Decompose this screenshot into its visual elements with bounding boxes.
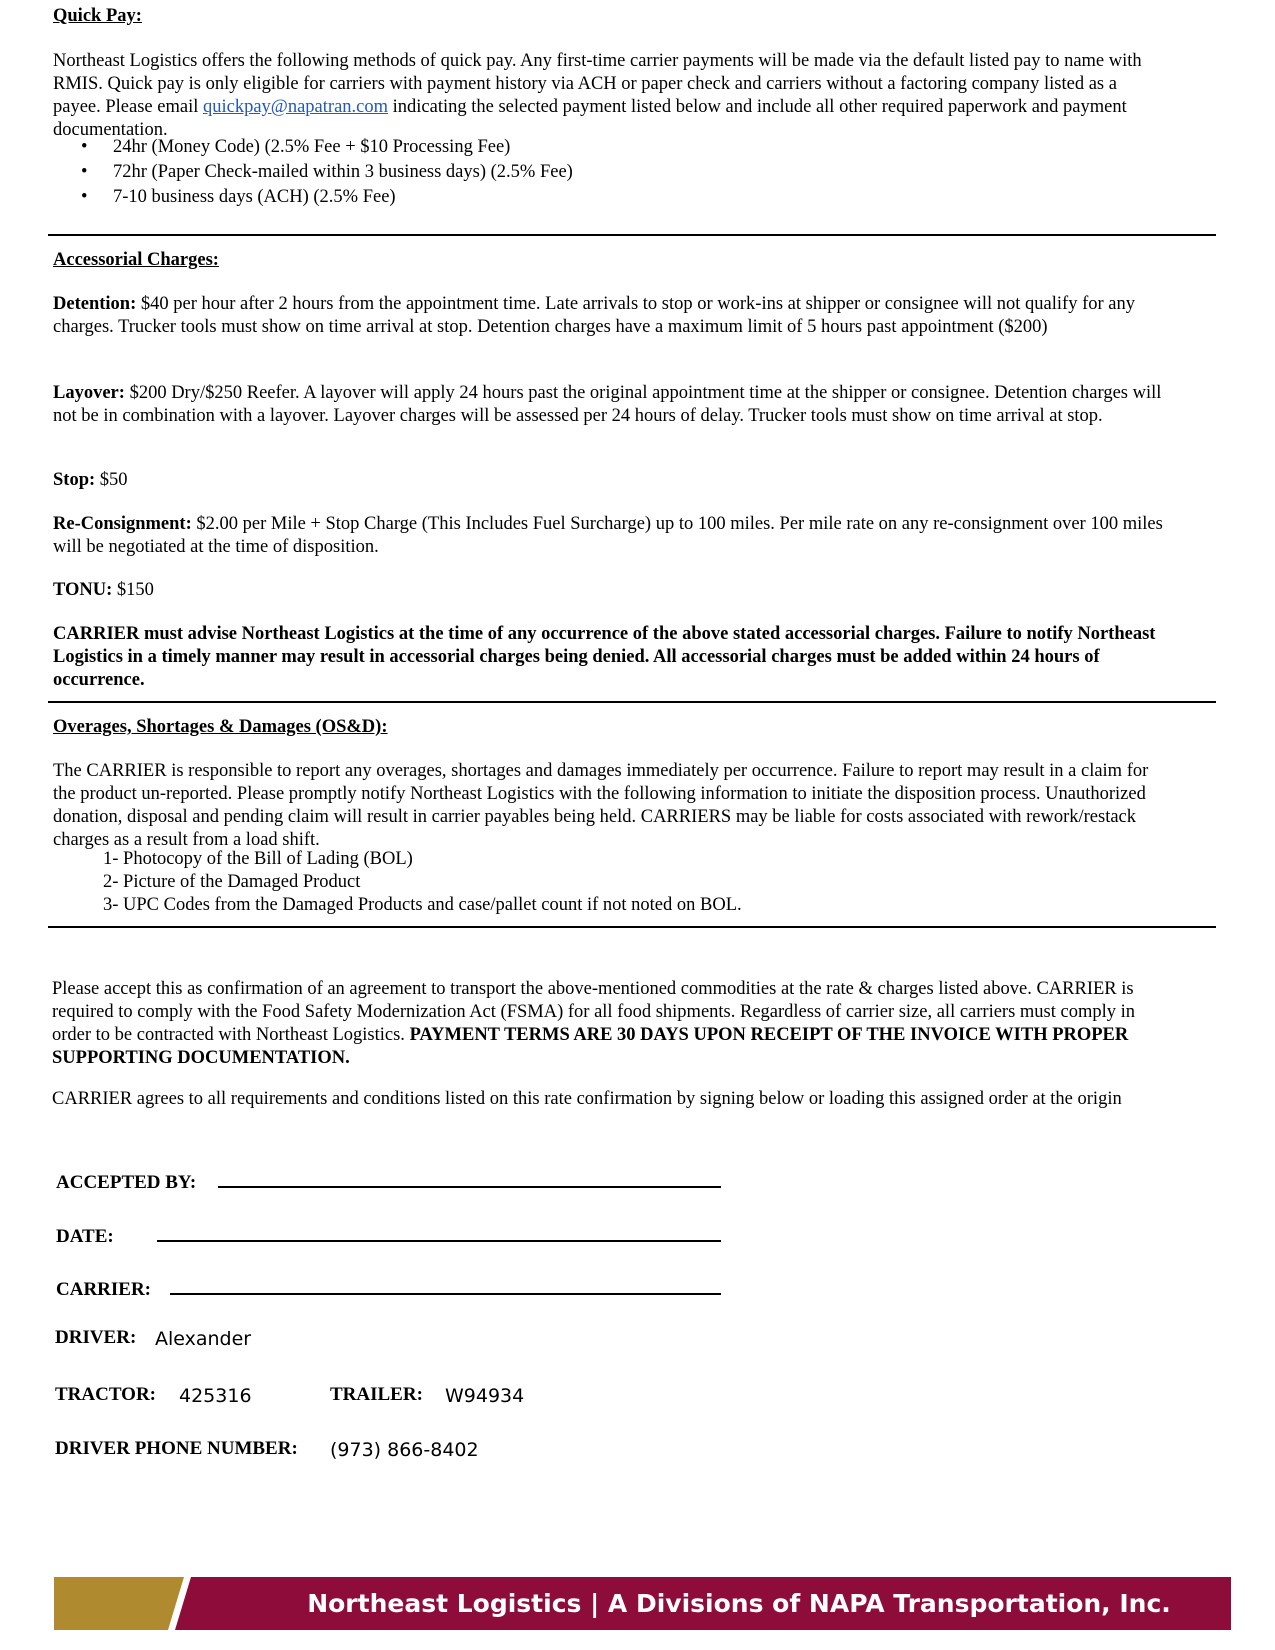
tonu-text: $150	[112, 580, 154, 600]
tractor-label: TRACTOR:	[55, 1384, 156, 1405]
carrier-signature-line[interactable]	[170, 1293, 721, 1295]
carrier-notice: CARRIER must advise Northeast Logistics at the time of any occurrence of the above stated accessorial charges. Failure to notify Northeast Logistics in a timely manner may result in accessorial charges being denied. All accessorial charges must be added within 24 hours of occurrence.	[53, 624, 1156, 690]
quick-pay-title: Quick Pay:	[53, 6, 142, 26]
quick-pay-intro-text-2: indicating the selected payment listed below and include all other required paperwork and payment documentation.	[53, 97, 1127, 140]
layover-text: $200 Dry/$250 Reefer. A layover will apply 24 hours past the original appointment time at the shipper or consignee. Detention charges will not be in combination with a layover. Layover charges will be assessed per 24 hours of delay. Trucker tools must show on time arrival at stop.	[53, 383, 1162, 426]
trailer-label: TRAILER:	[330, 1384, 423, 1405]
footer-banner	[54, 1577, 1231, 1630]
carrier-agrees-paragraph: CARRIER agrees to all requirements and conditions listed on this rate confirmation by signing below or loading this assigned order at the origin	[52, 1089, 1122, 1109]
osd-paragraph: The CARRIER is responsible to report any overages, shortages and damages immediately per occurrence. Failure to report may result in a claim for the product un-reported. Please promptly notify Northeast Logistics with the following information to initiate the disposition process. Unauthorized donation, disposal and pending claim will result in carrier payables being held. CARRIERS may be liable for costs associated with rework/restack charges as a result from a load shift.	[53, 761, 1149, 850]
driver-phone-label: DRIVER PHONE NUMBER:	[55, 1438, 298, 1459]
reconsignment-paragraph	[53, 513, 1163, 559]
carrier-label: CARRIER:	[56, 1279, 151, 1300]
accepted-by-label: ACCEPTED BY:	[56, 1172, 197, 1193]
quickpay-email-link[interactable]: quickpay@napatran.com	[203, 97, 389, 117]
section-divider	[48, 926, 1216, 928]
quick-pay-option: • 24hr (Money Code) (2.5% Fee + $10 Processing Fee)	[53, 135, 1153, 160]
osd-requirements-list	[53, 848, 1153, 917]
stop-text: $50	[95, 470, 128, 490]
osd-title: Overages, Shortages & Damages (OS&D):	[53, 717, 388, 737]
driver-phone-value: (973) 866-8402	[330, 1439, 479, 1461]
detention-label: Detention:	[53, 294, 137, 314]
osd-requirement: 1- Photocopy of the Bill of Lading (BOL)	[103, 849, 413, 869]
accessorial-title: Accessorial Charges:	[53, 250, 219, 270]
date-label: DATE:	[56, 1226, 114, 1247]
date-signature-line[interactable]	[157, 1240, 721, 1242]
stop-label: Stop:	[53, 470, 96, 490]
footer-company-text: Northeast Logistics | A Divisions of NAPA Transportation, Inc.	[307, 1589, 1171, 1618]
trailer-value: W94934	[445, 1385, 525, 1407]
quick-pay-option: • 72hr (Paper Check-mailed within 3 business days) (2.5% Fee)	[53, 160, 1153, 185]
section-divider	[48, 234, 1216, 236]
section-divider	[48, 701, 1216, 703]
quick-pay-option: • 7-10 business days (ACH) (2.5% Fee)	[53, 185, 1153, 210]
detention-paragraph	[53, 293, 1168, 339]
stop-paragraph	[53, 469, 1163, 492]
layover-paragraph	[53, 382, 1163, 428]
tonu-paragraph	[53, 579, 1163, 602]
osd-requirement: 2- Picture of the Damaged Product	[103, 872, 361, 892]
osd-requirement: 3- UPC Codes from the Damaged Products and case/pallet count if not noted on BOL.	[103, 895, 742, 915]
reconsignment-label: Re-Consignment:	[53, 514, 192, 534]
quick-pay-intro-text: Northeast Logistics offers the following methods of quick pay. Any first-time carrier payments will be made via the default listed pay to name with RMIS. Quick pay is only eligible for carriers with payment history via ACH or paper check and carriers without a factoring company listed as a payee. Please email	[53, 51, 1142, 117]
quick-pay-intro	[53, 50, 1163, 142]
detention-text: $40 per hour after 2 hours from the appointment time. Late arrivals to stop or work-ins at shipper or consignee will not qualify for any charges. Trucker tools must show on time arrival at stop. Detention charges have a maximum limit of 5 hours past appointment ($200)	[53, 294, 1135, 337]
driver-value: Alexander	[155, 1328, 252, 1350]
driver-label: DRIVER:	[55, 1327, 137, 1348]
quick-pay-options-list	[53, 135, 1153, 210]
reconsignment-text: $2.00 per Mile + Stop Charge (This Includes Fuel Surcharge) up to 100 miles. Per mile rate on any re-consignment over 100 miles will be negotiated at the time of disposition.	[53, 514, 1163, 557]
payment-terms: PAYMENT TERMS ARE 30 DAYS UPON RECEIPT OF THE INVOICE WITH PROPER SUPPORTING DOCUMENTATION.	[52, 1025, 1129, 1068]
footer-gold-band	[54, 1577, 184, 1630]
tractor-value: 425316	[179, 1385, 252, 1407]
agreement-text: Please accept this as confirmation of an agreement to transport the above-mentioned commodities at the rate & charges listed above. CARRIER is required to comply with the Food Safety Modernization Act (FSMA) for all food shipments. Regardless of carrier size, all carriers must comply in order to be contracted with Northeast Logistics.	[52, 979, 1136, 1045]
tonu-label: TONU:	[53, 580, 113, 600]
agreement-paragraph	[52, 978, 1152, 1070]
accepted-by-signature-line[interactable]	[218, 1186, 721, 1188]
layover-label: Layover:	[53, 383, 125, 403]
